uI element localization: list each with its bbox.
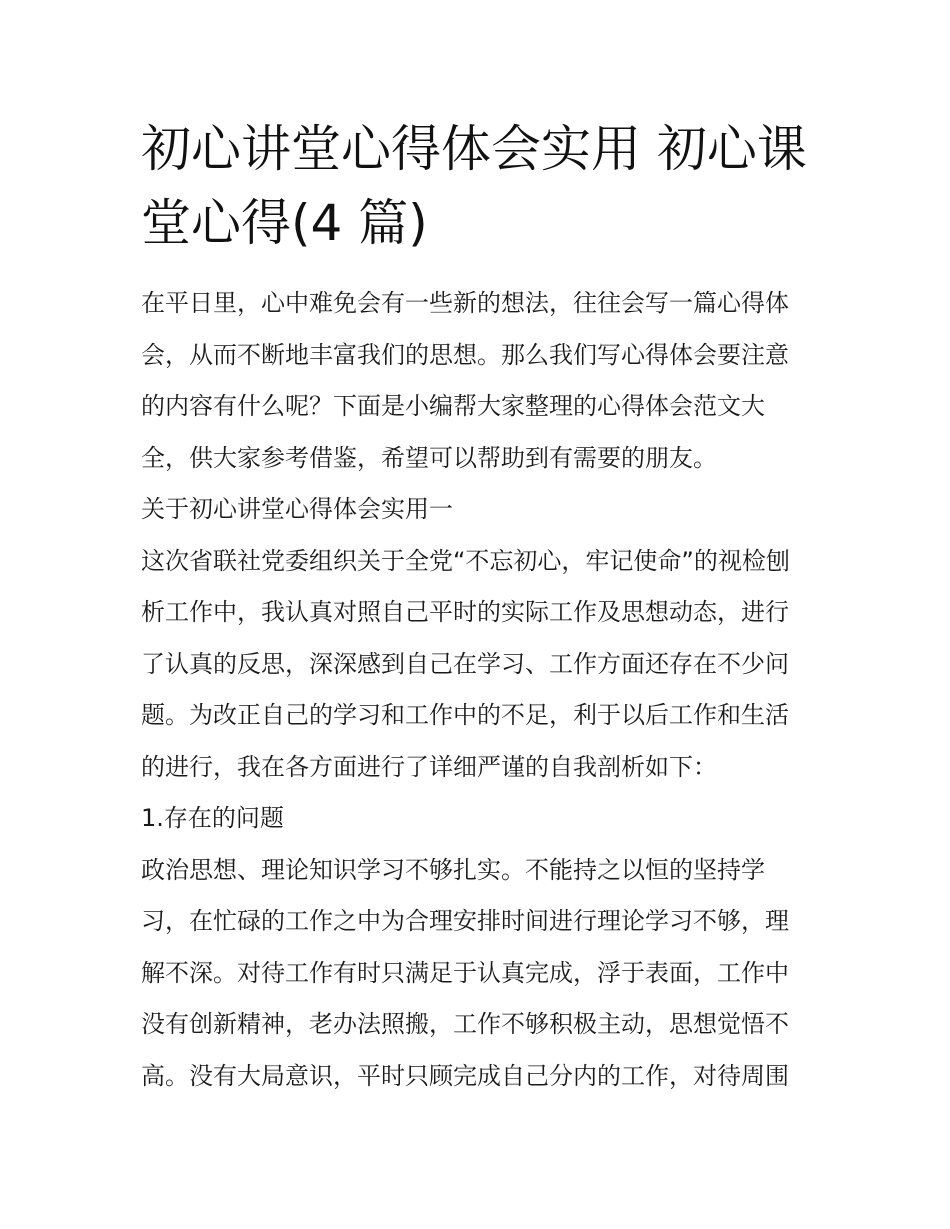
subsection-heading: 1.存在的问题: [141, 804, 284, 832]
title-line-1: 初心讲堂心得体会实用 初心课: [141, 120, 807, 178]
title-line-2: 堂心得(4 篇): [141, 194, 428, 252]
document-body: [141, 278, 811, 1102]
intro-paragraph: 在平日里，心中难免会有一些新的想法，往往会写一篇心得体会，从而不断地丰富我们的思想。那么我们写心得体会要注意的内容有什么呢？下面是小编帮大家整理的心得体会范文大全，供大家参考借鉴，希望可以帮助到有需要的朋友。: [141, 289, 789, 472]
document-title: [141, 112, 811, 260]
body-paragraph: 政治思想、理论知识学习不够扎实。不能持之以恒的坚持学习，在忙碌的工作之中为合理安排时间进行理论学习不够，理解不深。对待工作有时只满足于认真完成，浮于表面，工作中没有创新精神，老办法照搬，工作不够积极主动，思想觉悟不高。没有大局意识，平时只顾完成自己分内的工作，对待周围: [141, 855, 789, 1090]
section-heading: 关于初心讲堂心得体会实用一: [141, 495, 453, 523]
body-paragraph: 这次省联社党委组织关于全党“不忘初心，牢记使命”的视检刨析工作中，我认真对照自己平时的实际工作及思想动态，进行了认真的反思，深深感到自己在学习、工作方面还存在不少问题。为改正自己的学习和工作中的不足，利于以后工作和生活的进行，我在各方面进行了详细严谨的自我剖析如下：: [141, 546, 790, 781]
document-content: [141, 112, 811, 1102]
